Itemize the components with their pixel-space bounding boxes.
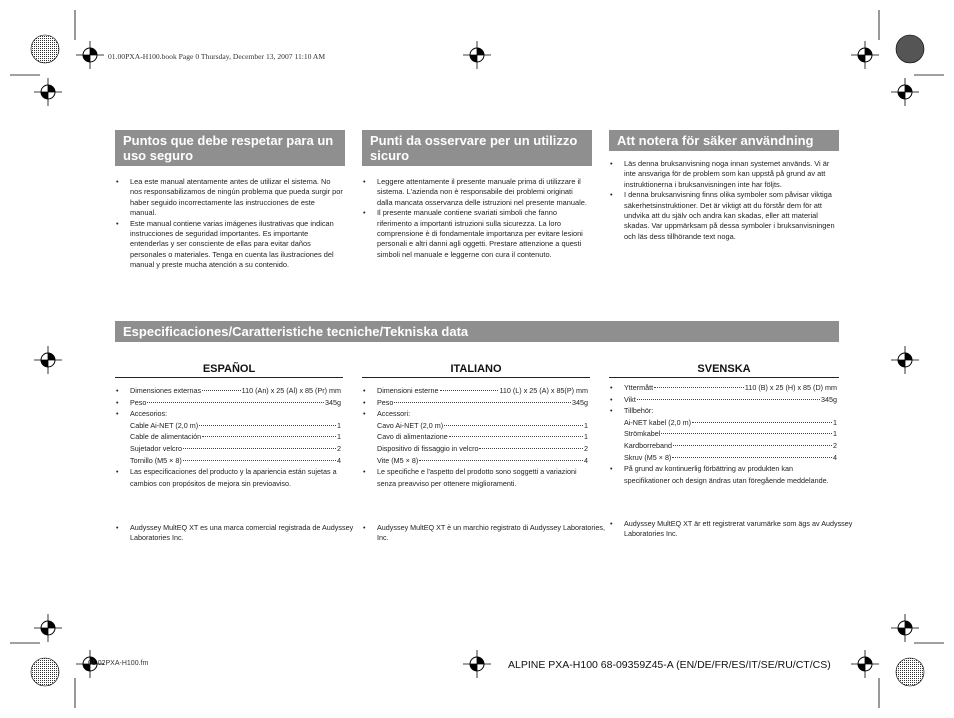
spec-weight: • Peso 345g <box>362 397 588 409</box>
spec-list-it <box>362 385 588 489</box>
reg-mark-bottom-right-2 <box>891 614 919 642</box>
spec-accessory: Kardborreband 2 <box>624 440 837 450</box>
footer-file: 01.02PXA-H100.fm <box>88 660 149 667</box>
spec-accessory: Ai-NET kabel (2,0 m) 1 <box>624 417 837 427</box>
spec-accessory: Tornillo (M5 × 8) 4 <box>130 455 341 465</box>
spec-accessory: Dispositivo di fissaggio in velcro 2 <box>377 443 588 453</box>
file-info: 01.00PXA-H100.book Page 0 Thursday, December 13, 2007 11:10 AM <box>108 52 326 61</box>
starburst-bottom-right <box>896 658 924 686</box>
safety-list-es <box>115 177 343 271</box>
spec-weight: • Vikt 345g <box>609 394 837 406</box>
trademark-it: • Audyssey MultEQ XT è un marchio registrato di Audyssey Laboratories, Inc. <box>362 523 605 542</box>
spec-dimensions: • Dimensiones externas 110 (An) x 25 (Al) x 85 (Pr) mm <box>115 385 341 397</box>
spec-accessory: Cavo Ai-NET (2,0 m) 1 <box>377 420 588 430</box>
safety-list-sv <box>609 159 839 242</box>
spec-accessory: Vite (M5 × 8) 4 <box>377 455 588 465</box>
list-item: • Este manual contiene varias imágenes ilustrativas que indican instrucciones de seguridad importantes. Es importante entenderlas y ser consciente de ellas para evitar daños personales o materiales. Tenga en cuenta las ilustraciones del manual y preste mucha atención a su contenido. <box>115 219 343 271</box>
spec-accessory: Cable Ai-NET (2,0 m) 1 <box>130 420 341 430</box>
spec-accessory: Cavo di alimentazione 1 <box>377 432 588 442</box>
reg-mark-bottom-center <box>463 650 491 678</box>
spec-list-sv <box>609 382 837 486</box>
spec-dimensions: • Dimensioni esterne 110 (L) x 25 (A) x 85(P) mm <box>362 385 588 397</box>
safety-title-sv: Att notera för säker användning <box>609 130 839 151</box>
reg-mark-mid-right <box>891 346 919 374</box>
spec-dimensions: • Yttermått 110 (B) x 25 (H) x 85 (D) mm <box>609 382 837 394</box>
spec-weight: • Peso 345g <box>115 397 341 409</box>
safety-title-it: Punti da osservare per un utilizzo sicuro <box>362 130 592 166</box>
spec-heading-it: ITALIANO <box>362 363 590 378</box>
reg-mark-top-right-2 <box>891 78 919 106</box>
reg-mark-top-left <box>76 41 104 69</box>
spec-accessory: Cable de alimentación 1 <box>130 432 341 442</box>
spec-accessories-label: • Accessori: <box>362 408 588 420</box>
spec-heading-sv: SVENSKA <box>609 363 839 378</box>
spec-list-es <box>115 385 341 489</box>
reg-mark-bottom-right <box>851 650 879 678</box>
spec-title: Especificaciones/Caratteristiche tecniche/Tekniska data <box>115 321 839 342</box>
list-item: • Lea este manual atentamente antes de utilizar el sistema. No nos responsabilizamos de ningún problema que pueda surgir por haber seguido incorrectamente las instrucciones de este manual. <box>115 177 343 219</box>
reg-mark-bottom-left <box>34 614 62 642</box>
spec-heading-es: ESPAÑOL <box>115 363 343 378</box>
starburst-bottom-left <box>31 658 59 686</box>
spec-note: • På grund av kontinuerlig förbättring av produkten kan specifikationer och design ändras utan föregående meddelande. <box>609 463 837 486</box>
reg-mark-top-left-2 <box>34 78 62 106</box>
trademark-es: • Audyssey MultEQ XT es una marca comercial registrada de Audyssey Laboratories Inc. <box>115 523 358 542</box>
safety-list-it <box>362 177 590 260</box>
list-item: • I denna bruksanvisning finns olika symboler som påvisar viktiga säkerhetsinstruktioner. Det är viktigt att du förstår dem för att undvika att du själv och andra kan skadas, eller att material skadas. Var uppmärksam på dessa symboler i bruksanvisningen och läs dess tillhörande text noga. <box>609 190 839 242</box>
safety-title-es: Puntos que debe respetar para un uso seguro <box>115 130 345 166</box>
footer-code: ALPINE PXA-H100 68-09359Z45-A (EN/DE/FR/ES/IT/SE/RU/CT/CS) <box>508 659 831 671</box>
reg-mark-top-center <box>463 41 491 69</box>
starburst-top-right <box>896 35 924 63</box>
spec-accessory: Skruv (M5 × 8) 4 <box>624 452 837 462</box>
list-item: • Läs denna bruksanvisning noga innan systemet används. Vi är inte ansvariga för de problem som kan uppstå på grund av att instruktionerna i bruksanvisningen inte har följts. <box>609 159 839 190</box>
spec-note: • Le specifiche e l'aspetto del prodotto sono soggetti a variazioni senza preavviso per ottenere miglioramenti. <box>362 466 588 489</box>
spec-accessory: Sujetador velcro 2 <box>130 443 341 453</box>
trademark-sv: • Audyssey MultEQ XT är ett registrerat varumärke som ägs av Audyssey Laboratories Inc. <box>609 519 854 538</box>
list-item: • Il presente manuale contiene svariati simboli che fanno riferimento a importanti istruzioni sulla sicurezza. La loro comprensione è di fondamentale importanza per evitare lesioni personali e altri danni agli oggetti. Prestare attenzione a questi simboli nel manuale e leggerne con cura il contenuto. <box>362 208 590 260</box>
reg-mark-mid-left <box>34 346 62 374</box>
list-item: • Leggere attentamente il presente manuale prima di utilizzare il sistema. L'azienda non è responsabile dei problemi originati dalla mancata osservanza delle istruzioni nel presente manuale. <box>362 177 590 208</box>
spec-accessories-label: • Accesorios: <box>115 408 341 420</box>
starburst-top-left <box>31 35 59 63</box>
spec-note: • Las especificaciones del producto y la apariencia están sujetas a cambios con propósitos de mejora sin previoaviso. <box>115 466 341 489</box>
spec-accessories-label: • Tillbehör: <box>609 405 837 417</box>
spec-accessory: Strömkabel 1 <box>624 429 837 439</box>
reg-mark-top-right <box>851 41 879 69</box>
